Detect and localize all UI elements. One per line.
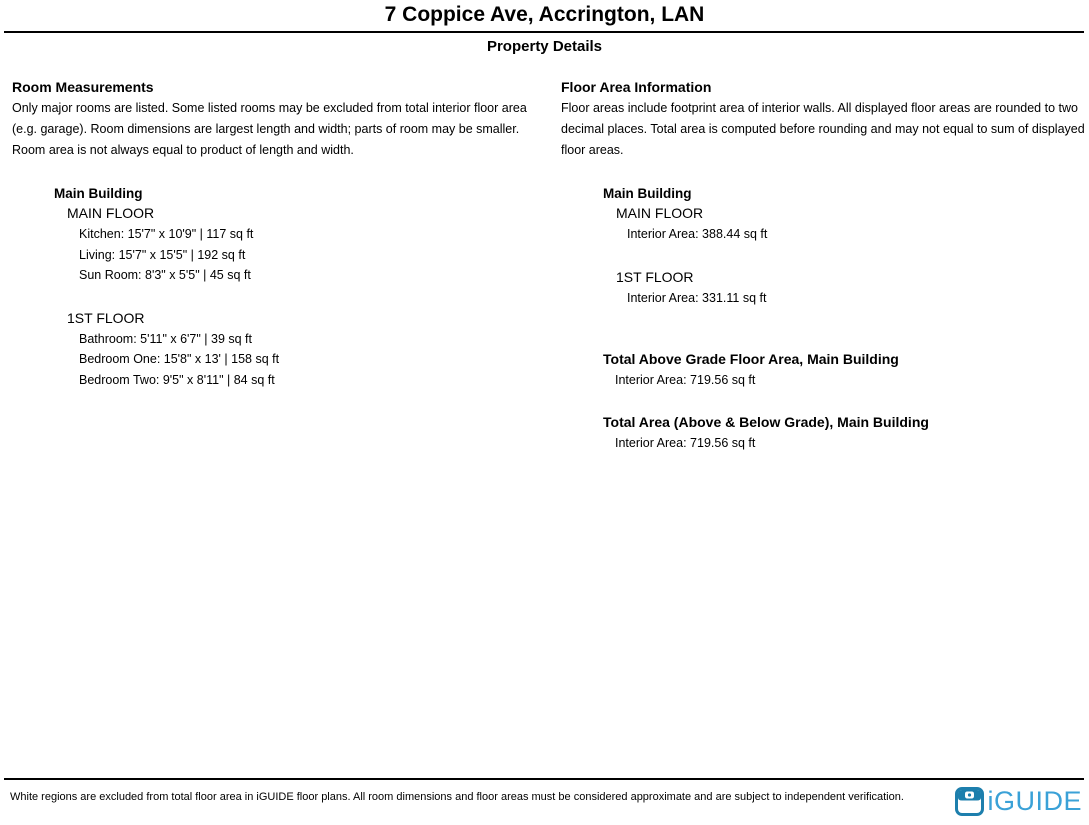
- description-line: floor areas.: [561, 143, 624, 157]
- header-divider: [4, 31, 1084, 33]
- page-subtitle: Property Details: [486, 38, 603, 55]
- iguide-camera-icon: [955, 787, 984, 816]
- room-measurement: Sun Room: 8'3" x 5'5" | 45 sq ft: [79, 268, 251, 282]
- total-above-grade-heading: Total Above Grade Floor Area, Main Building: [603, 351, 899, 367]
- floor-area-heading: Floor Area Information: [561, 79, 712, 95]
- floor-name-main-floor: MAIN FLOOR: [67, 205, 155, 221]
- description-line: (e.g. garage). Room dimensions are largest length and width; parts of room may be smaller.: [12, 122, 520, 136]
- floor-name-1st-floor: 1ST FLOOR: [616, 268, 694, 285]
- iguide-logo-text: iGUIDE: [987, 786, 1082, 816]
- room-measurement: Bedroom Two: 9'5" x 8'11" | 84 sq ft: [79, 372, 275, 387]
- floor-name-main-floor: MAIN FLOOR: [616, 205, 704, 221]
- iguide-logo: [955, 786, 1082, 816]
- room-measurements-section: [12, 79, 545, 390]
- building-name: Main Building: [54, 186, 143, 201]
- room-measurement: Kitchen: 15'7" x 10'9" | 117 sq ft: [79, 227, 254, 241]
- floor-name-1st-floor: 1ST FLOOR: [67, 309, 145, 326]
- room-measurements-heading: Room Measurements: [12, 79, 154, 95]
- floor-area-information-section: [561, 79, 1085, 453]
- room-measurement: Bathroom: 5'11" x 6'7" | 39 sq ft: [79, 331, 253, 346]
- description-line: Only major rooms are listed. Some listed rooms may be excluded from total interior floor area: [12, 101, 527, 115]
- floor-area-description: [561, 98, 1085, 161]
- building-name: Main Building: [603, 186, 692, 201]
- footer-divider: [4, 778, 1084, 780]
- page-title: 7 Coppice Ave, Accrington, LAN: [384, 3, 705, 26]
- room-measurement: Living: 15'7" x 15'5" | 192 sq ft: [79, 247, 246, 262]
- room-list-main-floor: [12, 224, 545, 286]
- interior-area-value: Interior Area: 331.11 sq ft: [627, 290, 767, 305]
- description-line: Floor areas include footprint area of interior walls. All displayed floor areas are rounded to two: [561, 101, 1078, 115]
- room-measurement: Bedroom One: 15'8" x 13' | 158 sq ft: [79, 352, 280, 366]
- total-above-grade-value: Interior Area: 719.56 sq ft: [615, 373, 756, 387]
- description-line: decimal places. Total area is computed before rounding and may not equal to sum of displayed: [561, 122, 1085, 136]
- footer-disclaimer: White regions are excluded from total floor area in iGUIDE floor plans. All room dimensions and floor areas must be considered approximate and are subject to independent verification.: [10, 791, 904, 803]
- total-area-heading: Total Area (Above & Below Grade), Main Building: [603, 413, 929, 430]
- interior-area-value: Interior Area: 388.44 sq ft: [627, 227, 768, 241]
- room-list-1st-floor: [12, 329, 545, 391]
- description-line: Room area is not always equal to product of length and width.: [12, 143, 354, 157]
- total-area-value: Interior Area: 719.56 sq ft: [615, 435, 756, 450]
- room-measurements-description: [12, 98, 545, 161]
